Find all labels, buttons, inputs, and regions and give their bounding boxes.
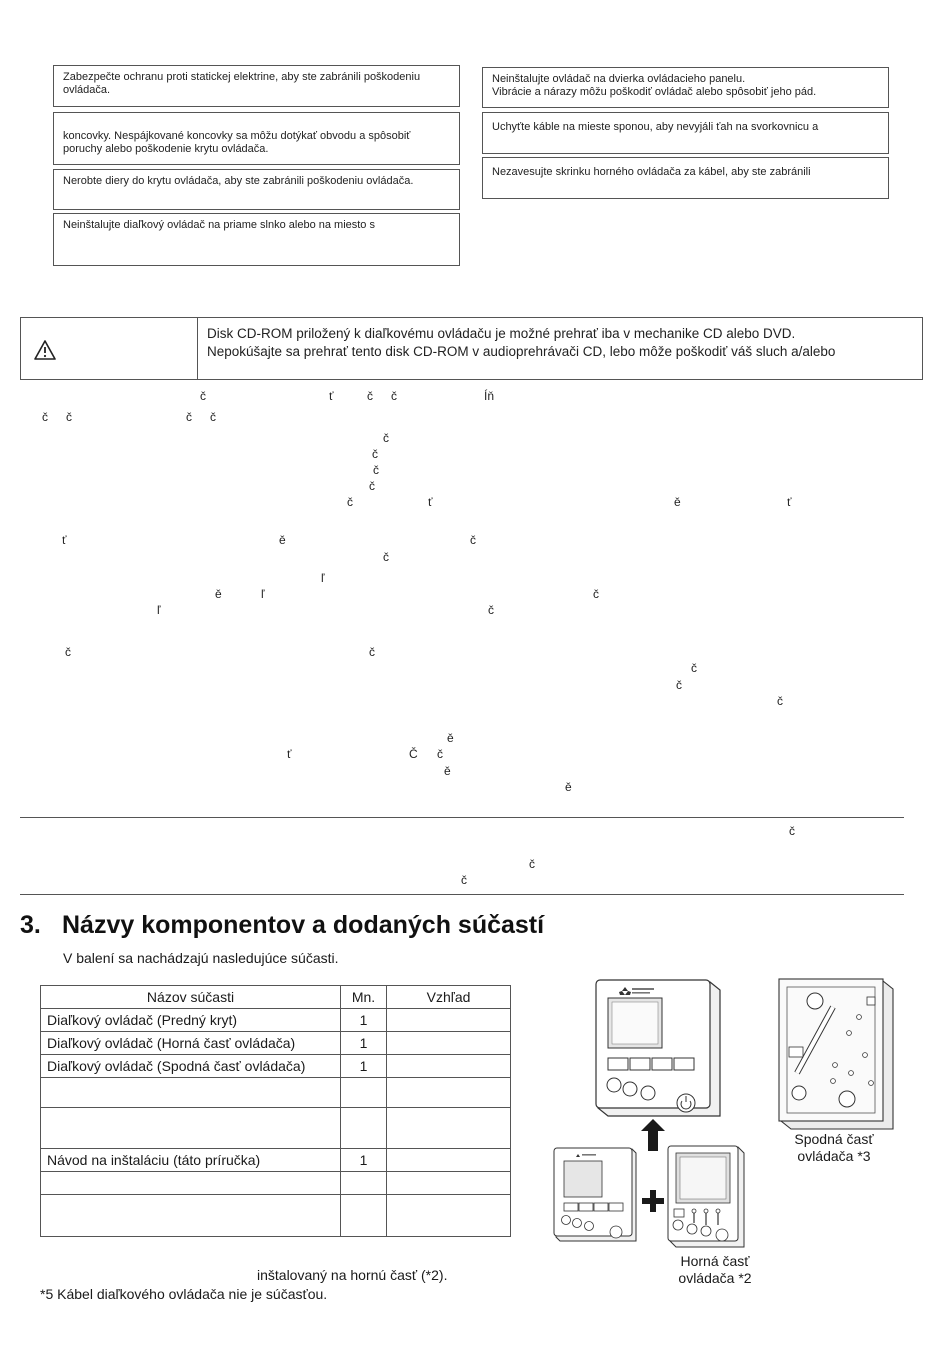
table-row [41, 1078, 511, 1108]
cell-appearance [387, 1108, 511, 1149]
cell-part-name: Diaľkový ovládač (Horná časť ovládača) [41, 1032, 341, 1055]
top-part-caption: Horná časť ovládača *2 [678, 1253, 752, 1286]
stray-char: Íň [484, 389, 495, 403]
cell-quantity [341, 1108, 387, 1149]
stray-char: č [391, 389, 397, 403]
table-row [41, 1195, 511, 1237]
cell-part-name [41, 1108, 341, 1149]
stray-char: ě [279, 533, 286, 547]
cell-quantity [341, 1078, 387, 1108]
table-row [41, 1032, 511, 1055]
table-row [41, 1108, 511, 1149]
stray-char: č [373, 463, 379, 477]
stray-char: č [186, 410, 192, 424]
stray-char: ě [215, 587, 222, 601]
cell-part-name: Diaľkový ovládač (Spodná časť ovládača) [41, 1055, 341, 1078]
footnote: *5 Kábel diaľkového ovládača nie je súčasťou. [40, 1286, 328, 1302]
stray-char: č [66, 410, 72, 424]
stray-char: ť [329, 389, 334, 403]
notice-text: Uchyťte káble na mieste sponou, aby nevyjáli ťah na svorkovnicu a [492, 121, 819, 133]
caution-line: Disk CD-ROM priložený k diaľkovému ovládaču je možné prehrať iba v mechanike CD alebo DVD. [207, 326, 796, 341]
stray-char: ě [674, 495, 681, 509]
stray-char: ť [287, 747, 292, 761]
table-row [41, 1009, 511, 1032]
stray-char: č [383, 431, 389, 445]
stray-char: ě [447, 731, 454, 745]
front-cover-illustration [552, 1147, 638, 1243]
stray-char: č [347, 495, 353, 509]
cell-part-name: Návod na inštaláciu (táto príručka) [41, 1149, 341, 1172]
upper-case-illustration [666, 1145, 746, 1249]
header-quantity: Mn. [341, 986, 387, 1009]
cell-quantity [341, 1172, 387, 1195]
section-heading [20, 911, 544, 940]
stray-char: č [369, 645, 375, 659]
cell-appearance [387, 1172, 511, 1195]
stray-char: č [200, 389, 206, 403]
stray-char: ť [428, 495, 433, 509]
stray-char: č [488, 603, 494, 617]
footnote: inštalovaný na hornú časť (*2). [257, 1267, 448, 1283]
warning-triangle-icon [34, 340, 56, 360]
notice-box-terminals [53, 112, 460, 165]
cell-appearance [387, 1195, 511, 1237]
cell-quantity: 1 [341, 1055, 387, 1078]
cell-appearance [387, 1009, 511, 1032]
notice-text: Zabezpečte ochranu proti statickej elektrine, aby ste zabránili poškodeniu ovládača. [63, 71, 421, 96]
notice-text: Nezavesujte skrinku horného ovládača za kábel, aby ste zabránili [492, 166, 811, 178]
stray-char: č [367, 389, 373, 403]
section-intro: V balení sa nachádzajú nasledujúce súčasti. [63, 950, 339, 966]
stray-char: ť [787, 495, 792, 509]
stray-char: č [593, 587, 599, 601]
header-appearance: Vzhľad [387, 986, 511, 1009]
caution-box [20, 317, 923, 380]
notice-box-static [53, 65, 460, 107]
assembled-controller-illustration [592, 978, 724, 1120]
cell-quantity: 1 [341, 1032, 387, 1055]
cell-quantity: 1 [341, 1009, 387, 1032]
notice-text: Neinštalujte diaľkový ovládač na priame slnko alebo na miesto s [63, 219, 375, 231]
stray-char: ľ [261, 587, 265, 601]
cell-appearance [387, 1055, 511, 1078]
notice-box-hanging [482, 157, 889, 199]
stray-char: č [470, 533, 476, 547]
table-row [41, 1172, 511, 1195]
stray-char: č [437, 747, 443, 761]
notice-box-sunlight [53, 213, 460, 266]
divider [20, 894, 904, 895]
stray-char: č [789, 824, 795, 838]
bottom-part-caption: Spodná časť ovládača *3 [794, 1131, 874, 1164]
cell-appearance [387, 1032, 511, 1055]
parts-table [40, 985, 511, 1237]
stray-char: č [372, 447, 378, 461]
stray-char: č [383, 550, 389, 564]
stray-char: ě [565, 780, 572, 794]
stray-char: ľ [321, 571, 325, 585]
table-row [41, 1055, 511, 1078]
caution-icon-cell [21, 318, 198, 379]
stray-char: č [461, 873, 467, 887]
header-part-name: Názov súčasti [41, 986, 341, 1009]
stray-char: ť [62, 533, 67, 547]
stray-char: č [691, 661, 697, 675]
plus-icon [642, 1190, 664, 1212]
table-header-row [41, 986, 511, 1009]
stray-char: č [676, 678, 682, 692]
cell-appearance [387, 1149, 511, 1172]
cell-part-name [41, 1172, 341, 1195]
stray-char: č [42, 410, 48, 424]
table-row [41, 1149, 511, 1172]
section-title: Názvy komponentov a dodaných súčastí [62, 911, 545, 939]
notice-text: koncovky. Nespájkované koncovky sa môžu dotýkať obvodu a spôsobiť poruchy alebo poškodenie krytu ovládača. [63, 130, 411, 155]
notice-box-holes [53, 169, 460, 210]
notice-text: Neinštalujte ovládač na dvierka ovládacieho panelu. Vibrácie a nárazy môžu poškodiť ovládač alebo spôsobiť jeho pád. [492, 73, 817, 98]
stray-char: č [529, 857, 535, 871]
section-number: 3. [20, 911, 41, 939]
cell-part-name [41, 1195, 341, 1237]
cell-part-name [41, 1078, 341, 1108]
stray-char: č [65, 645, 71, 659]
cell-appearance [387, 1078, 511, 1108]
notice-text: Nerobte diery do krytu ovládača, aby ste zabránili poškodeniu ovládača. [63, 175, 414, 187]
stray-char: č [369, 479, 375, 493]
stray-char: Č [409, 747, 418, 761]
notice-box-panel-door [482, 67, 889, 108]
caution-text [207, 325, 835, 361]
cell-part-name: Diaľkový ovládač (Predný kryt) [41, 1009, 341, 1032]
cell-quantity [341, 1195, 387, 1237]
arrow-up-icon [641, 1119, 665, 1151]
bottom-case-illustration [775, 977, 897, 1131]
stray-char: ě [444, 764, 451, 778]
notice-box-cable-clamp [482, 112, 889, 154]
stray-char: ľ [157, 603, 161, 617]
stray-char: č [210, 410, 216, 424]
divider [20, 817, 904, 818]
caution-line: Nepokúšajte sa prehrať tento disk CD-ROM v audioprehrávači CD, lebo môže poškodiť váš sluch a/alebo [207, 344, 836, 359]
cell-quantity: 1 [341, 1149, 387, 1172]
stray-char: č [777, 694, 783, 708]
